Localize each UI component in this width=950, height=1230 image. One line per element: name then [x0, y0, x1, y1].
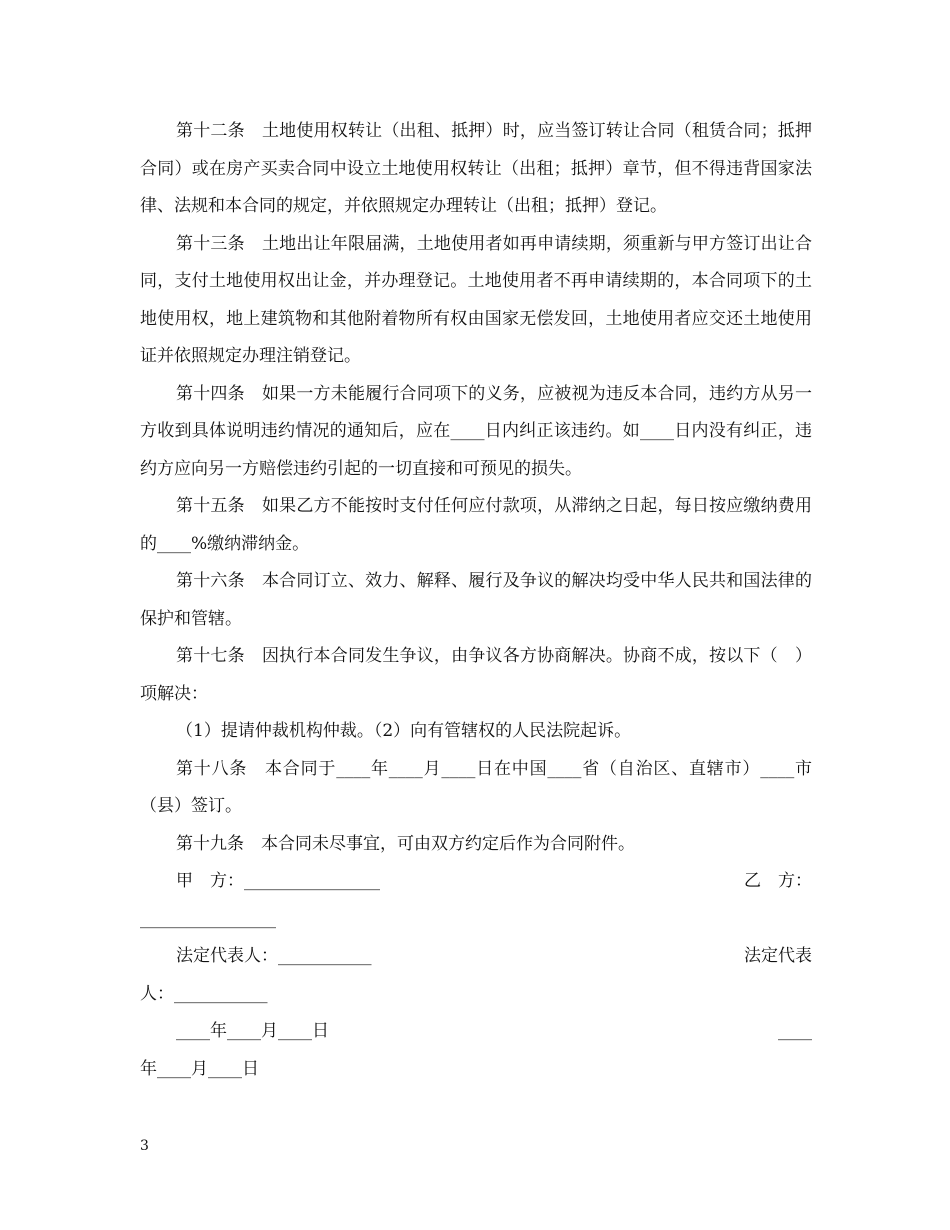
party-a-signature: 甲 方：________________ — [176, 871, 380, 891]
party-a-date: ____年____月____日 — [176, 1021, 329, 1041]
article-18: 第十八条 本合同于____年____月____日在中国____省（自治区、直辖市）____市（县）签订。 — [140, 758, 812, 816]
party-b-date-start: ____ — [778, 1021, 812, 1041]
signature-party-b-line-row — [140, 901, 812, 939]
article-17-options: （1）提请仲裁机构仲裁。（2）向有管辖权的人民法院起诉。 — [176, 721, 632, 741]
party-b-representative-line: 人：___________ — [140, 983, 268, 1004]
party-b-date: 年____月____日 — [140, 1058, 259, 1079]
signature-date-row — [140, 1013, 812, 1051]
article-19: 第十九条 本合同未尽事宜，可由双方约定后作为合同附件。 — [176, 833, 635, 854]
signature-party-row — [140, 863, 812, 901]
article-16: 第十六条 本合同订立、效力、解释、履行及争议的解决均受中华人民共和国法律的保护和管辖。 — [140, 571, 812, 629]
party-b-label: 乙 方： — [744, 871, 812, 891]
article-12: 第十二条 土地使用权转让（出租、抵押）时，应当签订转让合同（租赁合同；抵押合同）或在房产买卖合同中设立土地使用权转让（出租；抵押）章节，但不得违背国家法律、法规和本合同的规定，并依照规定办理转让（出租；抵押）登记。 — [140, 121, 812, 216]
signature-rep-cont-row — [140, 976, 812, 1014]
signature-rep-row — [140, 938, 812, 976]
party-b-signature-line: ________________ — [140, 908, 276, 929]
party-b-representative-label: 法定代表 — [744, 946, 812, 966]
signature-date-cont-row — [140, 1051, 812, 1089]
article-13: 第十三条 土地出让年限届满，土地使用者如再申请续期，须重新与甲方签订出让合同，支付土地使用权出让金，并办理登记。土地使用者不再申请续期的，本合同项下的土地使用权，地上建筑物和其他附着物所有权由国家无偿发回，土地使用者应交还土地使用证并依照规定办理注销登记。 — [140, 233, 812, 366]
document-body — [140, 113, 812, 1088]
article-17: 第十七条 因执行本合同发生争议，由争议各方协商解决。协商不成，按以下（ ）项解决： — [140, 646, 812, 704]
page-number: 3 — [140, 1138, 149, 1154]
party-a-representative: 法定代表人：___________ — [176, 946, 372, 966]
article-15: 第十五条 如果乙方不能按时支付任何应付款项，从滞纳之日起，每日按应缴纳费用的____%缴纳滞纳金。 — [140, 496, 812, 554]
article-14: 第十四条 如果一方未能履行合同项下的义务，应被视为违反本合同，违约方从另一方收到具体说明违约情况的通知后，应在____日内纠正该违约。如____日内没有纠正，违约方应向另一方赔偿违约引起的一切直接和可预见的损失。 — [140, 383, 812, 479]
